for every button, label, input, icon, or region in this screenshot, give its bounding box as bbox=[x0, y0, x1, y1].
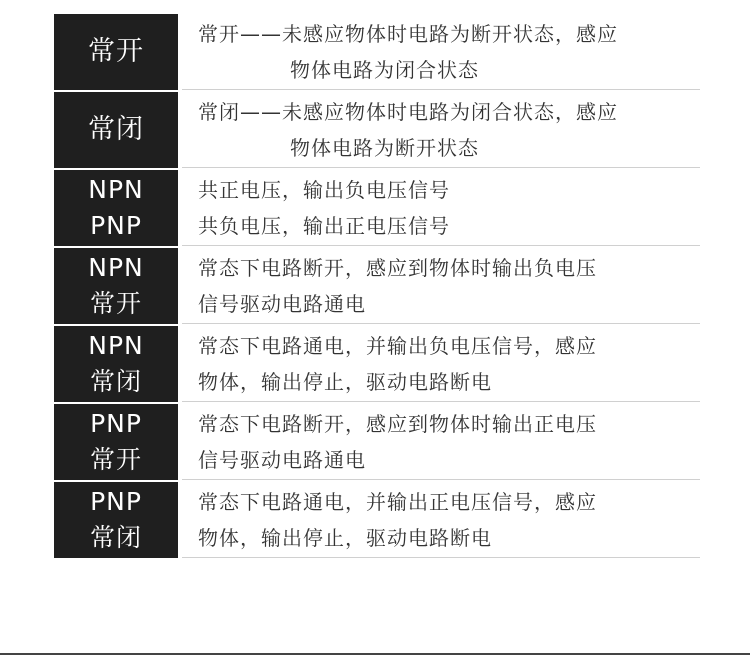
row-description bbox=[182, 14, 700, 90]
description-line: 物体电路为闭合状态 bbox=[290, 58, 479, 82]
row-label-line: 常开 bbox=[89, 445, 142, 474]
row-description bbox=[182, 248, 700, 324]
row-label-line: NPN bbox=[88, 175, 144, 204]
table-row bbox=[54, 92, 700, 168]
row-label-line: NPN bbox=[88, 331, 144, 360]
table-row bbox=[54, 248, 700, 324]
row-label bbox=[54, 404, 178, 480]
row-label bbox=[54, 326, 178, 402]
row-label bbox=[54, 248, 178, 324]
table-row bbox=[54, 170, 700, 246]
description-line: 常闭——未感应物体时电路为闭合状态，感应 bbox=[198, 100, 618, 124]
description-line: 共正电压，输出负电压信号 bbox=[198, 178, 450, 202]
row-label-line: NPN bbox=[88, 253, 144, 282]
description-line: 常态下电路通电，并输出正电压信号，感应 bbox=[198, 490, 597, 514]
description-line: 信号驱动电路通电 bbox=[198, 448, 366, 472]
table-row bbox=[54, 326, 700, 402]
row-label bbox=[54, 170, 178, 246]
row-label-line: 常闭 bbox=[89, 523, 142, 552]
table-row bbox=[54, 14, 700, 90]
row-label-line: PNP bbox=[90, 487, 142, 516]
row-label-line: PNP bbox=[90, 409, 142, 438]
row-description bbox=[182, 326, 700, 402]
row-label bbox=[54, 92, 178, 168]
table-row bbox=[54, 482, 700, 558]
row-label bbox=[54, 14, 178, 90]
comparison-table bbox=[54, 14, 700, 560]
description-line: 物体，输出停止，驱动电路断电 bbox=[198, 370, 492, 394]
row-description bbox=[182, 482, 700, 558]
description-line: 常态下电路断开，感应到物体时输出负电压 bbox=[198, 256, 597, 280]
bottom-divider bbox=[0, 653, 750, 655]
row-label-line: 常闭 bbox=[89, 367, 142, 396]
row-label bbox=[54, 482, 178, 558]
row-description bbox=[182, 92, 700, 168]
description-line: 常态下电路通电，并输出负电压信号，感应 bbox=[198, 334, 597, 358]
row-label-line: 常开 bbox=[88, 36, 144, 67]
description-line: 物体电路为断开状态 bbox=[290, 136, 479, 160]
description-line: 常态下电路断开，感应到物体时输出正电压 bbox=[198, 412, 597, 436]
description-line: 物体，输出停止，驱动电路断电 bbox=[198, 526, 492, 550]
description-line: 信号驱动电路通电 bbox=[198, 292, 366, 316]
row-label-line: PNP bbox=[90, 211, 142, 240]
row-label-line: 常开 bbox=[89, 289, 142, 318]
description-line: 共负电压，输出正电压信号 bbox=[198, 214, 450, 238]
row-label-line: 常闭 bbox=[88, 114, 144, 145]
description-line: 常开——未感应物体时电路为断开状态，感应 bbox=[198, 22, 618, 46]
table-row bbox=[54, 404, 700, 480]
row-description bbox=[182, 404, 700, 480]
row-description bbox=[182, 170, 700, 246]
